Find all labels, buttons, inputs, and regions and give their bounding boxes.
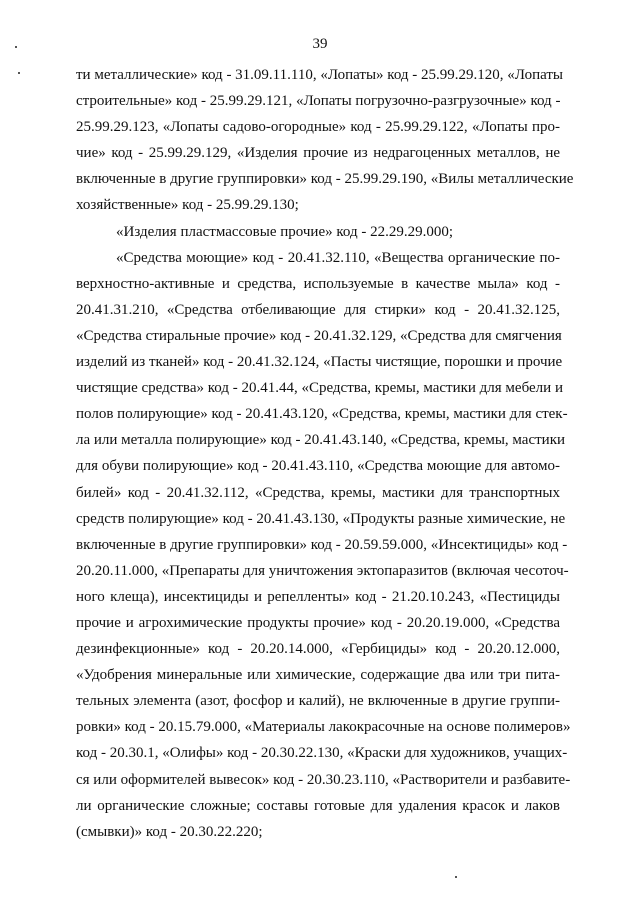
text-line: ровки» код - 20.15.79.000, «Материалы лакокрасочные на основе полимеров»	[76, 719, 571, 736]
text-line: изделий из тканей» код - 20.41.32.124, «Пасты чистящие, порошки и прочие	[76, 354, 563, 371]
scan-speck	[455, 876, 457, 878]
text-line: ного клеща), инсектициды и репелленты» код - 21.20.10.243, «Пестициды	[76, 588, 560, 605]
text-line: тельных элемента (азот, фосфор и калий), не включенные в другие группи-	[76, 693, 560, 710]
text-line: включенные в другие группировки» код - 20.59.59.000, «Инсектициды» код -	[76, 536, 568, 553]
text-line: «Удобрения минеральные или химические, содержащие два или три пита-	[76, 667, 560, 684]
text-line: включенные в другие группировки» код - 25.99.29.190, «Вилы металлические	[76, 171, 574, 188]
text-line: ти металлические» код - 31.09.11.110, «Лопаты» код - 25.99.29.120, «Лопаты	[76, 67, 564, 83]
text-line: 20.41.31.210, «Средства отбеливающие для стирки» код - 20.41.32.125,	[76, 301, 560, 318]
text-line: дезинфекционные» код - 20.20.14.000, «Гербициды» код - 20.20.12.000,	[76, 641, 560, 658]
text-line: (смывки)» код - 20.30.22.220;	[76, 823, 263, 840]
text-line: средств полирующие» код - 20.41.43.130, «Продукты разные химические, не	[76, 510, 566, 527]
text-line: чистящие средства» код - 20.41.44, «Средства, кремы, мастики для мебели и	[76, 380, 563, 397]
text-line: «Средства стиральные прочие» код - 20.41.32.129, «Средства для смягчения	[76, 327, 562, 344]
text-line: билей» код - 20.41.32.112, «Средства, кремы, мастики для транспортных	[76, 484, 560, 501]
text-line: 25.99.29.123, «Лопаты садово-огородные» код - 25.99.29.122, «Лопаты про-	[76, 119, 560, 136]
text-line: «Средства моющие» код - 20.41.32.110, «Вещества органические по-	[116, 249, 560, 266]
scan-speck	[15, 46, 17, 48]
text-line: для обуви полирующие» код - 20.41.43.110, «Средства моющие для автомо-	[76, 458, 560, 475]
text-line: строительные» код - 25.99.29.121, «Лопаты погрузочно-разгрузочные» код -	[76, 93, 561, 110]
text-line: хозяйственные» код - 25.99.29.130;	[76, 197, 299, 214]
text-line: ла или металла полирующие» код - 20.41.43.140, «Средства, кремы, мастики	[76, 432, 566, 449]
paragraph-plastic-goods	[76, 219, 560, 245]
text-line: чие» код - 25.99.29.129, «Изделия прочие из недрагоценных металлов, не	[76, 145, 560, 162]
scan-speck	[18, 72, 20, 74]
paragraph-chemical-goods	[76, 245, 571, 845]
text-line: прочие и агрохимические продукты прочие» код - 20.20.19.000, «Средства	[76, 614, 560, 631]
text-line: «Изделия пластмассовые прочие» код - 22.29.29.000;	[116, 223, 454, 240]
text-line: 20.20.11.000, «Препараты для уничтожения эктопаразитов (включая чесоточ-	[76, 562, 569, 579]
document-body	[76, 62, 574, 845]
text-line: ли органические сложные; составы готовые для удаления красок и лаков	[76, 797, 560, 814]
paragraph-metal-goods	[76, 62, 574, 219]
page-number: 39	[312, 36, 328, 52]
text-line: полов полирующие» код - 20.41.43.120, «Средства, кремы, мастики для стек-	[76, 406, 568, 423]
text-line: верхностно-активные и средства, используемые в качестве мыла» код -	[76, 275, 560, 292]
text-line: ся или оформителей вывесок» код - 20.30.23.110, «Растворители и разбавите-	[76, 771, 571, 788]
text-line: код - 20.30.1, «Олифы» код - 20.30.22.130, «Краски для художников, учащих-	[76, 745, 568, 762]
